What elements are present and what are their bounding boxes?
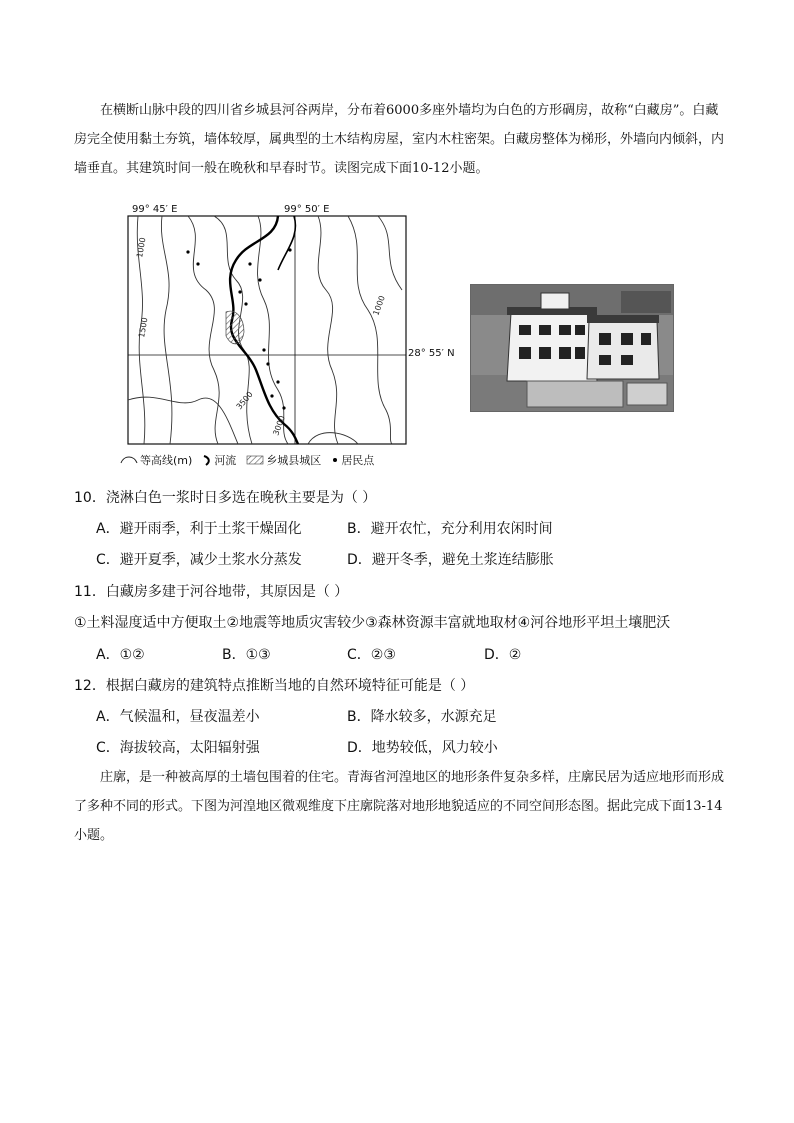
lon-label-left: 99° 45′ E <box>132 204 178 215</box>
question-10-option-d[interactable]: D．避开冬季，避免土浆连结膨胀 <box>347 552 554 568</box>
question-12-option-c[interactable]: C．海拔较高，太阳辐射强 <box>96 740 260 756</box>
intro-paragraph-1: 在横断山脉中段的四川省乡城县河谷两岸，分布着6000多座外墙均为白色的方形碉房，故称“白藏房”。白藏房完全使用黏土夯筑，墙体较厚，属典型的土木结构房屋，室内木柱密架。白藏房整体为梯形，外墙向内倾斜，内墙垂直。其建筑时间一般在晚秋和早春时节。读图完成下面10-12小题。 <box>74 103 725 176</box>
intro-paragraph-2: 庄廓，是一种被高厚的土墙包围着的住宅。青海省河湟地区的地形条件复杂多样，庄廓民居为适应地形而形成了多种不同的形式。下图为河湟地区微观维度下庄廓院落对地形地貌适应的不同空间形态图。据此完成下面13-14小题。 <box>74 770 725 843</box>
contour-label: 1500 <box>137 316 150 339</box>
legend-county: 乡城县城区 <box>246 452 321 468</box>
topographic-map <box>118 200 455 462</box>
map-frame <box>128 216 406 444</box>
question-10-option-a[interactable]: A．避开雨季，利于土浆干燥固化 <box>96 521 302 537</box>
question-10-option-b[interactable]: B．避开农忙，充分利用农闲时间 <box>347 521 553 537</box>
legend-contour: 等高线(m) <box>120 452 192 468</box>
question-12-stem: 12．根据白藏房的建筑特点推断当地的自然环境特征可能是（ ） <box>74 678 475 694</box>
question-11-option-a[interactable]: A．①② <box>96 647 145 663</box>
river-legend-icon <box>202 454 212 466</box>
white-tibetan-house-photo <box>470 284 674 412</box>
legend-river: 河流 <box>202 452 236 468</box>
hatch-legend-icon <box>246 455 264 465</box>
contour-legend-icon <box>120 454 138 466</box>
legend-settlement: 居民点 <box>331 452 374 468</box>
contour-label: 3500 <box>234 389 255 412</box>
question-12-option-d[interactable]: D．地势较低，风力较小 <box>347 740 498 756</box>
question-11-stem: 11．白藏房多建于河谷地带，其原因是（ ） <box>74 584 349 600</box>
question-11-option-d[interactable]: D．② <box>484 647 522 663</box>
contour-label: 3000 <box>271 414 287 437</box>
figure-group <box>118 200 678 470</box>
house-photo-illustration <box>471 285 673 411</box>
question-11-items: ①土料湿度适中方便取土②地震等地质灾害较少③森林资源丰富就地取材④河谷地形平坦土壤肥沃 <box>74 615 671 631</box>
question-11-option-c[interactable]: C．②③ <box>347 647 396 663</box>
question-10-stem: 10．浇淋白色一浆时日多选在晚秋主要是为（ ） <box>74 490 377 506</box>
dot-legend-icon <box>331 456 339 464</box>
question-10-option-c[interactable]: C．避开夏季，减少土浆水分蒸发 <box>96 552 302 568</box>
question-11-option-b[interactable]: B．①③ <box>222 647 271 663</box>
contour-label: 1000 <box>135 236 148 259</box>
lat-label: 28° 55′ N <box>408 348 455 359</box>
map-svg <box>118 200 418 452</box>
question-12-option-b[interactable]: B．降水较多，水源充足 <box>347 709 497 725</box>
lon-label-right: 99° 50′ E <box>284 204 330 215</box>
question-12-option-a[interactable]: A．气候温和，昼夜温差小 <box>96 709 260 725</box>
map-legend <box>120 452 420 468</box>
contour-label: 1000 <box>371 294 387 317</box>
